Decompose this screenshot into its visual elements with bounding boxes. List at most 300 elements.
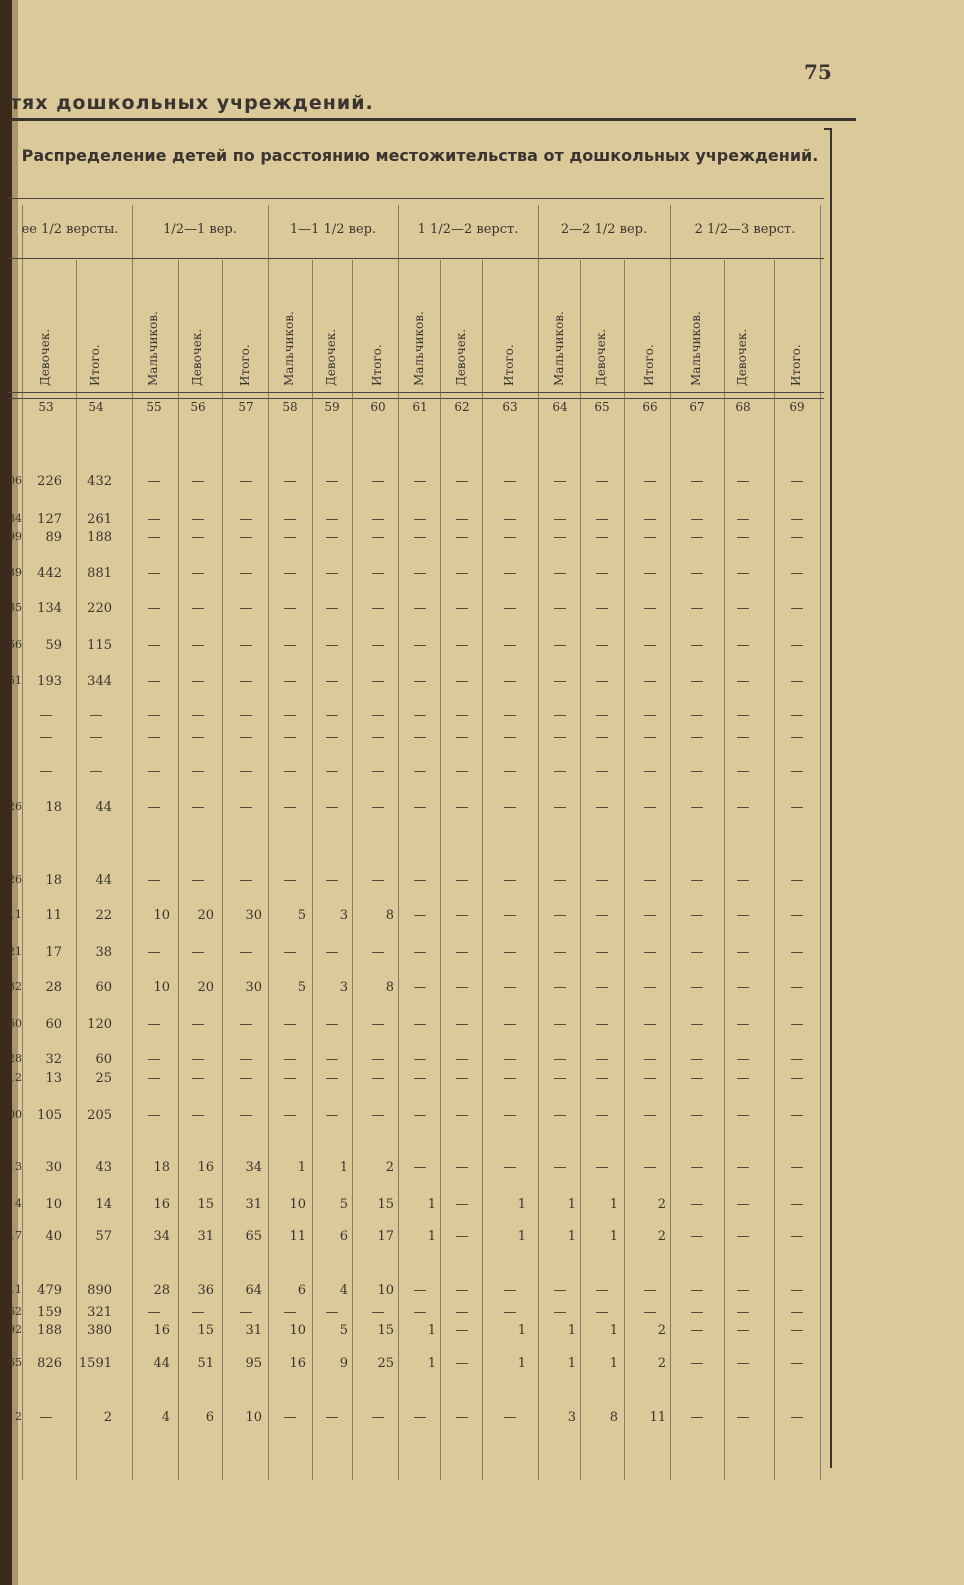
row-stub: 62 — [8, 1305, 22, 1318]
table-cell: 1 — [567, 1356, 576, 1371]
table-cell: — — [790, 1071, 804, 1086]
table-cell: — — [325, 945, 339, 960]
table-cell: 1 — [427, 1356, 436, 1371]
table-cell: — — [595, 873, 609, 888]
table-cell: — — [736, 945, 750, 960]
table-cell: — — [283, 1410, 297, 1425]
column-sub-header: Мальчиков. — [146, 311, 160, 386]
table-cell: — — [147, 512, 161, 527]
table-cell: — — [147, 873, 161, 888]
table-cell: — — [371, 474, 385, 489]
table-cell: — — [736, 1356, 750, 1371]
row-stub: 13 — [8, 1160, 22, 1173]
table-cell: 44 — [95, 800, 112, 815]
table-cell: — — [371, 1410, 385, 1425]
table-cell: — — [595, 674, 609, 689]
table-cell: — — [553, 1052, 567, 1067]
table-cell: 31 — [245, 1197, 262, 1212]
table-cell: — — [39, 730, 53, 745]
table-cell: — — [736, 474, 750, 489]
table-frame-right — [830, 128, 832, 1468]
table-cell: — — [455, 1052, 469, 1067]
table-cell: — — [455, 674, 469, 689]
table-cell: — — [790, 1197, 804, 1212]
table-cell: 5 — [297, 980, 306, 995]
table-cell: — — [147, 474, 161, 489]
table-cell: — — [191, 945, 205, 960]
table-cell: — — [643, 512, 657, 527]
table-cell: — — [503, 1410, 517, 1425]
table-cell: — — [89, 708, 103, 723]
table-cell: 65 — [245, 1229, 262, 1244]
book-spine — [0, 0, 12, 1585]
table-cell: — — [283, 601, 297, 616]
table-cell: — — [455, 908, 469, 923]
table-cell: — — [736, 1052, 750, 1067]
page-number: 75 — [804, 60, 832, 84]
table-cell: — — [790, 708, 804, 723]
row-stub: 00 — [8, 1108, 22, 1121]
table-cell: — — [643, 1017, 657, 1032]
column-divider — [670, 205, 671, 1480]
table-cell: — — [553, 638, 567, 653]
table-cell: — — [553, 601, 567, 616]
table-cell: 6 — [205, 1410, 214, 1425]
row-stub: 4 — [15, 1197, 22, 1210]
table-cell: — — [736, 1071, 750, 1086]
table-cell: — — [413, 764, 427, 779]
table-cell: — — [790, 800, 804, 815]
table-cell: — — [283, 1052, 297, 1067]
table-cell: — — [147, 1017, 161, 1032]
table-caption: Распределение детей по расстоянию местожительства от дошкольных учреждений. — [21, 146, 819, 165]
table-cell: 2 — [657, 1197, 666, 1212]
column-sub-header: Мальчиков. — [689, 311, 703, 386]
table-cell: — — [595, 512, 609, 527]
column-sub-header: Девочек. — [38, 328, 52, 386]
table-cell: 16 — [153, 1323, 170, 1338]
column-number: 65 — [594, 400, 610, 414]
table-cell: — — [690, 1197, 704, 1212]
column-number: 53 — [38, 400, 54, 414]
table-cell: 380 — [87, 1323, 112, 1338]
table-rule — [8, 198, 824, 199]
table-cell: — — [503, 708, 517, 723]
table-cell: 826 — [37, 1356, 62, 1371]
table-cell: — — [790, 1052, 804, 1067]
table-cell: — — [643, 1071, 657, 1086]
row-stub: 39 — [8, 566, 22, 579]
table-cell: — — [690, 1283, 704, 1298]
table-cell: — — [283, 674, 297, 689]
table-cell: — — [371, 512, 385, 527]
column-sub-header: Итого. — [789, 344, 803, 386]
column-number: 66 — [642, 400, 658, 414]
table-cell: — — [790, 674, 804, 689]
table-cell: — — [325, 1017, 339, 1032]
table-cell: — — [283, 1017, 297, 1032]
column-sub-header: Девочек. — [594, 328, 608, 386]
table-cell: 1591 — [78, 1356, 112, 1371]
table-cell: — — [690, 980, 704, 995]
table-cell: — — [503, 474, 517, 489]
table-cell: — — [191, 674, 205, 689]
table-cell: — — [371, 566, 385, 581]
table-cell: 1 — [517, 1323, 526, 1338]
table-cell: — — [371, 1017, 385, 1032]
table-cell: — — [413, 638, 427, 653]
table-cell: — — [595, 474, 609, 489]
table-cell: — — [239, 1017, 253, 1032]
column-number: 54 — [88, 400, 104, 414]
table-cell: — — [643, 764, 657, 779]
table-cell: — — [455, 1017, 469, 1032]
table-cell: — — [503, 1017, 517, 1032]
table-cell: — — [89, 764, 103, 779]
row-stub: 12 — [8, 1071, 22, 1084]
table-cell: 1 — [517, 1197, 526, 1212]
table-cell: — — [790, 764, 804, 779]
table-cell: 432 — [87, 474, 112, 489]
table-cell: — — [790, 474, 804, 489]
column-number: 67 — [689, 400, 705, 414]
column-number: 58 — [282, 400, 298, 414]
table-cell: — — [736, 1283, 750, 1298]
table-cell: — — [283, 730, 297, 745]
table-cell: 1 — [567, 1197, 576, 1212]
table-cell: — — [147, 764, 161, 779]
table-cell: — — [413, 1160, 427, 1175]
table-cell: — — [283, 474, 297, 489]
table-cell: — — [147, 601, 161, 616]
table-cell: — — [690, 1323, 704, 1338]
table-cell: — — [413, 1017, 427, 1032]
table-cell: — — [790, 530, 804, 545]
table-cell: 16 — [153, 1197, 170, 1212]
table-cell: — — [239, 512, 253, 527]
table-cell: — — [553, 945, 567, 960]
table-cell: — — [325, 601, 339, 616]
table-cell: 2 — [385, 1160, 394, 1175]
table-cell: — — [643, 908, 657, 923]
table-cell: — — [325, 638, 339, 653]
table-cell: 2 — [657, 1323, 666, 1338]
table-cell: — — [455, 1071, 469, 1086]
column-sub-header: Девочек. — [735, 328, 749, 386]
table-cell: — — [39, 1410, 53, 1425]
table-cell: — — [736, 530, 750, 545]
row-stub: 26 — [8, 800, 22, 813]
table-cell: — — [595, 945, 609, 960]
table-cell: 95 — [245, 1356, 262, 1371]
table-cell: — — [643, 1283, 657, 1298]
table-cell: 6 — [339, 1229, 348, 1244]
table-cell: — — [790, 945, 804, 960]
table-cell: 881 — [87, 566, 112, 581]
table-cell: — — [371, 708, 385, 723]
table-cell: — — [595, 1017, 609, 1032]
table-cell: — — [643, 674, 657, 689]
table-cell: — — [147, 1108, 161, 1123]
table-cell: 28 — [45, 980, 62, 995]
table-cell: — — [283, 1108, 297, 1123]
table-cell: — — [413, 1108, 427, 1123]
table-cell: — — [325, 1052, 339, 1067]
table-cell: — — [413, 1071, 427, 1086]
table-cell: 120 — [87, 1017, 112, 1032]
table-cell: — — [595, 638, 609, 653]
table-cell: — — [643, 566, 657, 581]
column-sub-header: Мальчиков. — [412, 311, 426, 386]
table-cell: — — [690, 945, 704, 960]
table-cell: — — [503, 1052, 517, 1067]
column-divider — [624, 260, 625, 1480]
table-cell: — — [39, 708, 53, 723]
table-cell: — — [413, 730, 427, 745]
table-cell: — — [736, 601, 750, 616]
header-rule — [10, 118, 856, 121]
table-cell: — — [736, 708, 750, 723]
table-cell: — — [191, 1017, 205, 1032]
table-cell: — — [790, 1410, 804, 1425]
table-cell: — — [455, 764, 469, 779]
table-cell: 3 — [339, 980, 348, 995]
table-cell: — — [736, 873, 750, 888]
column-group-header: 1—1 1/2 вер. — [289, 222, 377, 237]
column-group-header: 1 1/2—2 верст. — [417, 222, 519, 237]
table-cell: — — [413, 1305, 427, 1320]
table-cell: 127 — [37, 512, 62, 527]
table-cell: — — [413, 566, 427, 581]
table-cell: — — [325, 1410, 339, 1425]
table-cell: 25 — [95, 1071, 112, 1086]
table-cell: — — [325, 530, 339, 545]
row-stub: 28 — [8, 1052, 22, 1065]
table-cell: — — [643, 873, 657, 888]
table-cell: — — [283, 1071, 297, 1086]
table-cell: — — [643, 530, 657, 545]
table-cell: 8 — [385, 908, 394, 923]
column-number: 59 — [324, 400, 340, 414]
table-cell: — — [643, 1305, 657, 1320]
table-cell: — — [455, 1108, 469, 1123]
row-stub: 65 — [8, 1356, 22, 1369]
table-cell: — — [690, 566, 704, 581]
table-cell: — — [503, 873, 517, 888]
table-cell: — — [790, 1160, 804, 1175]
table-cell: — — [455, 1229, 469, 1244]
table-cell: — — [595, 980, 609, 995]
column-divider — [580, 260, 581, 1480]
table-cell: — — [191, 1071, 205, 1086]
table-cell: 14 — [95, 1197, 112, 1212]
row-stub: 26 — [8, 873, 22, 886]
row-stub: 35 — [8, 601, 22, 614]
row-stub: 51 — [8, 674, 22, 687]
table-cell: — — [325, 1071, 339, 1086]
table-cell: — — [503, 512, 517, 527]
table-cell: 57 — [95, 1229, 112, 1244]
table-cell: — — [503, 1071, 517, 1086]
table-cell: — — [413, 474, 427, 489]
table-cell: — — [147, 530, 161, 545]
table-cell: 22 — [95, 908, 112, 923]
table-cell: 89 — [45, 530, 62, 545]
table-cell: — — [239, 708, 253, 723]
table-cell: — — [147, 708, 161, 723]
table-cell: 60 — [95, 1052, 112, 1067]
table-cell: — — [455, 800, 469, 815]
table-cell: — — [371, 800, 385, 815]
table-cell: 18 — [45, 800, 62, 815]
table-cell: — — [413, 1283, 427, 1298]
table-cell: — — [553, 1108, 567, 1123]
table-cell: — — [371, 945, 385, 960]
table-cell: — — [643, 474, 657, 489]
table-cell: 6 — [297, 1283, 306, 1298]
table-cell: — — [790, 1229, 804, 1244]
table-cell: 188 — [87, 530, 112, 545]
table-cell: — — [239, 1108, 253, 1123]
table-cell: — — [553, 1017, 567, 1032]
table-cell: — — [413, 601, 427, 616]
table-cell: 28 — [153, 1283, 170, 1298]
table-cell: — — [239, 1305, 253, 1320]
table-cell: 60 — [45, 1017, 62, 1032]
table-cell: — — [147, 1052, 161, 1067]
table-cell: — — [736, 764, 750, 779]
table-cell: — — [643, 980, 657, 995]
table-cell: — — [325, 1108, 339, 1123]
table-cell: — — [455, 708, 469, 723]
table-cell: — — [690, 1052, 704, 1067]
table-cell: 1 — [609, 1197, 618, 1212]
table-cell: — — [147, 945, 161, 960]
table-cell: 321 — [87, 1305, 112, 1320]
table-cell: 159 — [37, 1305, 62, 1320]
table-cell: — — [455, 530, 469, 545]
table-cell: — — [283, 638, 297, 653]
table-cell: — — [191, 708, 205, 723]
row-stub: 32 — [8, 980, 22, 993]
table-cell: 31 — [245, 1323, 262, 1338]
table-cell: — — [643, 1052, 657, 1067]
table-cell: — — [371, 1071, 385, 1086]
table-cell: — — [690, 1410, 704, 1425]
column-number: 64 — [552, 400, 568, 414]
table-cell: — — [643, 1108, 657, 1123]
table-cell: — — [413, 1052, 427, 1067]
table-cell: 10 — [377, 1283, 394, 1298]
table-cell: — — [325, 474, 339, 489]
column-sub-header: Мальчиков. — [552, 311, 566, 386]
table-cell: — — [455, 474, 469, 489]
row-stub: 2 — [15, 1410, 22, 1423]
table-cell: 3 — [339, 908, 348, 923]
column-group-header: 2—2 1/2 вер. — [560, 222, 648, 237]
table-cell: — — [283, 873, 297, 888]
table-cell: — — [147, 566, 161, 581]
table-cell: — — [325, 1305, 339, 1320]
table-cell: 15 — [197, 1197, 214, 1212]
table-cell: 30 — [245, 980, 262, 995]
running-head: тях дошкольных учреждений. — [10, 92, 374, 114]
table-cell: — — [503, 638, 517, 653]
table-cell: — — [595, 1305, 609, 1320]
table-cell: — — [147, 1071, 161, 1086]
table-cell: — — [191, 566, 205, 581]
table-cell: — — [503, 1283, 517, 1298]
table-cell: — — [595, 1052, 609, 1067]
table-cell: — — [503, 800, 517, 815]
table-cell: — — [413, 530, 427, 545]
table-cell: — — [553, 908, 567, 923]
table-cell: — — [455, 1356, 469, 1371]
table-cell: 890 — [87, 1283, 112, 1298]
table-cell: — — [690, 708, 704, 723]
column-sub-header: Итого. — [502, 344, 516, 386]
row-stub: 06 — [8, 474, 22, 487]
table-cell: — — [325, 873, 339, 888]
table-cell: 2 — [657, 1229, 666, 1244]
table-cell: — — [503, 601, 517, 616]
table-cell: — — [690, 1229, 704, 1244]
table-cell: — — [39, 764, 53, 779]
table-cell: 115 — [87, 638, 112, 653]
table-cell: — — [283, 764, 297, 779]
table-cell: — — [736, 1323, 750, 1338]
table-cell: — — [239, 674, 253, 689]
table-cell: — — [553, 730, 567, 745]
row-stub: 56 — [8, 638, 22, 651]
table-cell: 3 — [567, 1410, 576, 1425]
table-cell: — — [371, 730, 385, 745]
table-cell: — — [455, 512, 469, 527]
table-cell: 60 — [95, 980, 112, 995]
table-cell: — — [736, 980, 750, 995]
table-cell: — — [690, 764, 704, 779]
table-cell: 10 — [153, 908, 170, 923]
table-cell: — — [191, 530, 205, 545]
table-cell: 9 — [339, 1356, 348, 1371]
table-cell: — — [503, 945, 517, 960]
table-cell: 13 — [45, 1071, 62, 1086]
table-cell: 344 — [87, 674, 112, 689]
table-cell: — — [690, 601, 704, 616]
column-divider — [538, 205, 539, 1480]
table-cell: — — [736, 1108, 750, 1123]
column-divider — [440, 260, 441, 1480]
table-cell: 18 — [153, 1160, 170, 1175]
table-cell: 10 — [153, 980, 170, 995]
table-cell: — — [553, 512, 567, 527]
table-cell: — — [239, 730, 253, 745]
table-rule — [8, 398, 824, 399]
table-cell: 17 — [377, 1229, 394, 1244]
table-cell: — — [455, 980, 469, 995]
table-cell: 8 — [609, 1410, 618, 1425]
column-divider — [774, 260, 775, 1480]
table-cell: — — [595, 708, 609, 723]
table-cell: — — [371, 764, 385, 779]
table-cell: — — [371, 1305, 385, 1320]
table-cell: — — [371, 674, 385, 689]
column-divider — [398, 205, 399, 1480]
table-cell: — — [790, 1305, 804, 1320]
row-stub: 99 — [8, 530, 22, 543]
table-cell: — — [191, 1305, 205, 1320]
table-cell: — — [690, 674, 704, 689]
